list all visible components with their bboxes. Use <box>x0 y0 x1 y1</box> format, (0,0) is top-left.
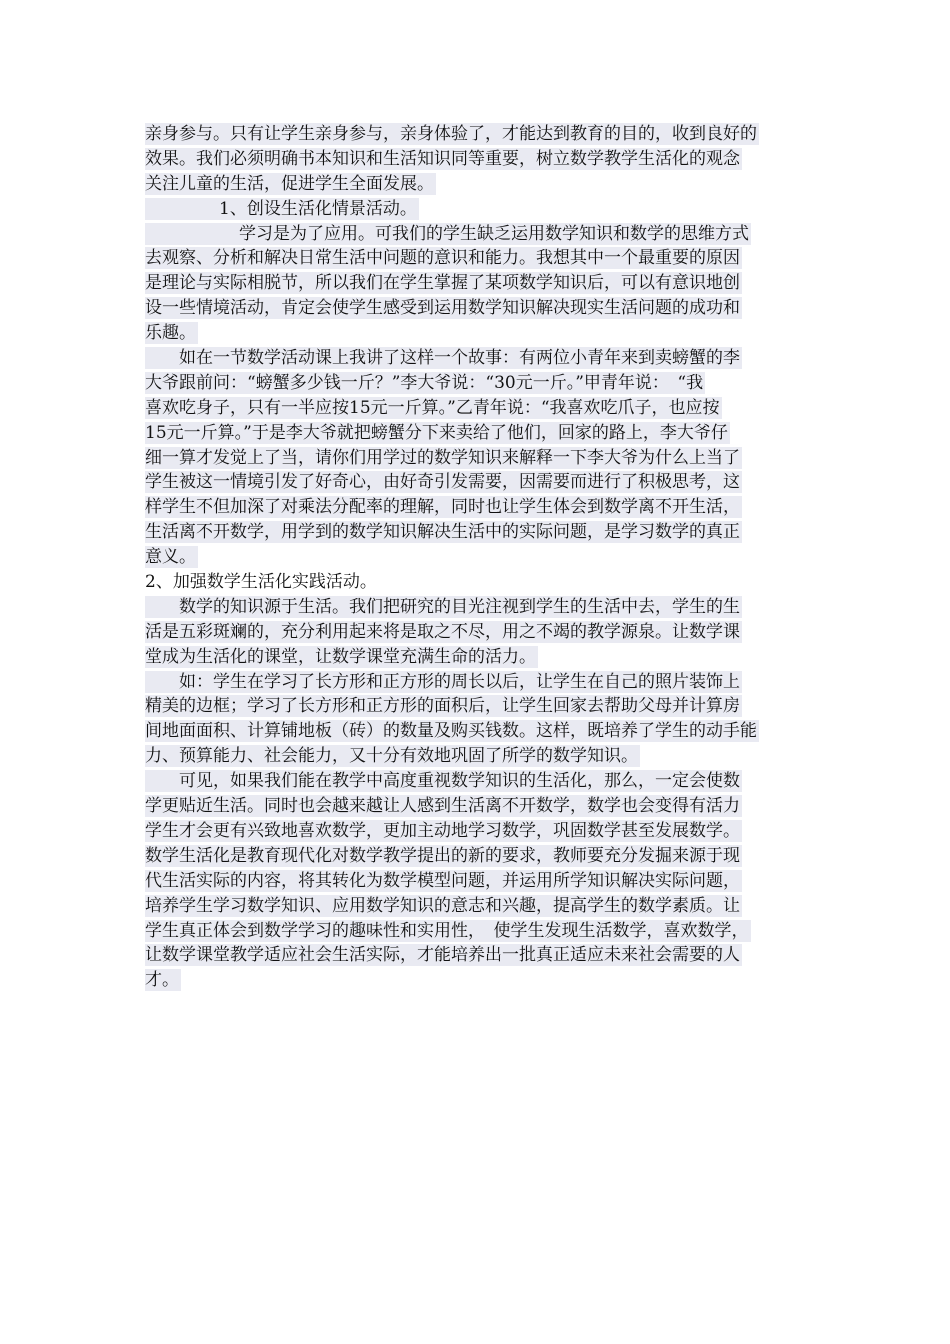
text-line: 乐趣。 <box>145 323 196 344</box>
text-line: 活是五彩斑斓的，充分利用起来将是取之不尽，用之不竭的教学源泉。让数学课 <box>145 621 740 642</box>
text-line: 如：学生在学习了长方形和正方形的周长以后，让学生在自己的照片装饰上 <box>145 670 825 695</box>
section-heading-1: 1、创设生活化情景活动。 <box>145 197 825 222</box>
text-line: 关注儿童的生活，促进学生全面发展。 <box>145 173 434 194</box>
text-line: 效果。我们必须明确书本知识和生活知识同等重要，树立数学教学生活化的观念 <box>145 148 740 169</box>
text-line: 去观察、分析和解决日常生活中问题的意识和能力。我想其中一个最重要的原因 <box>145 248 740 269</box>
text-line: 喜欢吃身子，只有一半应按15元一斤算。”乙青年说：“我喜欢吃爪子，也应按 <box>145 397 720 418</box>
text-line: 代生活实际的内容，将其转化为数学模型问题，并运用所学知识解决实际问题， <box>145 870 740 891</box>
text-line: 大爷跟前问：“螃蟹多少钱一斤？”李大爷说：“30元一斤。”甲青年说： “我 <box>145 372 704 393</box>
text-line: 15元一斤算。”于是李大爷就把螃蟹分下来卖给了他们，回家的路上，李大爷仔 <box>145 422 728 443</box>
text-line: 学更贴近生活。同时也会越来越让人感到生活离不开数学，数学也会变得有活力 <box>145 796 740 817</box>
text-line: 亲身参与。只有让学生亲身参与，亲身体验了，才能达到教育的目的，收到良好的 <box>145 124 757 144</box>
text-line: 设一些情境活动，肯定会使学生感受到运用数学知识解决现实生活问题的成功和 <box>145 298 740 319</box>
text-line: 是理论与实际相脱节，所以我们在学生掌握了某项数学知识后，可以有意识地创 <box>145 273 740 294</box>
text-line: 意义。 <box>145 547 196 568</box>
text-line: 数学的知识源于生活。我们把研究的目光注视到学生的生活中去，学生的生 <box>145 595 825 620</box>
text-line: 间地面面积、计算铺地板（砖）的数量及购买钱数。这样，既培养了学生的动手能 <box>145 721 757 742</box>
text-line: 才。 <box>145 970 179 991</box>
document-body <box>145 122 825 993</box>
section-heading-2: 2、加强数学生活化实践活动。 <box>145 572 377 593</box>
text-line: 学生才会更有兴致地喜欢数学，更加主动地学习数学，巩固数学甚至发展数学。 <box>145 820 740 841</box>
text-line: 细一算才发觉上了当，请你们用学过的数学知识来解释一下李大爷为什么上当了 <box>145 447 740 468</box>
text-line: 学生被这一情境引发了好奇心，由好奇引发需要，因需要而进行了积极思考，这 <box>145 472 740 493</box>
text-line: 生活离不开数学，用学到的数学知识解决生活中的实际问题，是学习数学的真正 <box>145 522 740 543</box>
text-line: 如在一节数学活动课上我讲了这样一个故事：有两位小青年来到卖螃蟹的李 <box>145 346 825 371</box>
text-line: 可见，如果我们能在教学中高度重视数学知识的生活化，那么，一定会使数 <box>145 769 825 794</box>
text-line: 样学生不但加深了对乘法分配率的理解，同时也让学生体会到数学离不开生活， <box>145 497 740 518</box>
text-line: 让数学课堂教学适应社会生活实际，才能培养出一批真正适应未来社会需要的人 <box>145 945 740 966</box>
text-line: 培养学生学习数学知识、应用数学知识的意志和兴趣，提高学生的数学素质。让 <box>145 895 740 916</box>
text-line: 力、预算能力、社会能力，又十分有效地巩固了所学的数学知识。 <box>145 746 638 767</box>
text-line: 数学生活化是教育现代化对数学教学提出的新的要求，教师要充分发掘来源于现 <box>145 845 740 866</box>
text-line: 堂成为生活化的课堂，让数学课堂充满生命的活力。 <box>145 646 536 667</box>
text-line: 学生真正体会到数学学习的趣味性和实用性， 使学生发现生活数学，喜欢数学， <box>145 920 749 941</box>
text-line: 学习是为了应用。可我们的学生缺乏运用数学知识和数学的思维方式 <box>145 222 825 247</box>
text-line: 精美的边框；学习了长方形和正方形的面积后，让学生回家去帮助父母并计算房 <box>145 696 740 717</box>
